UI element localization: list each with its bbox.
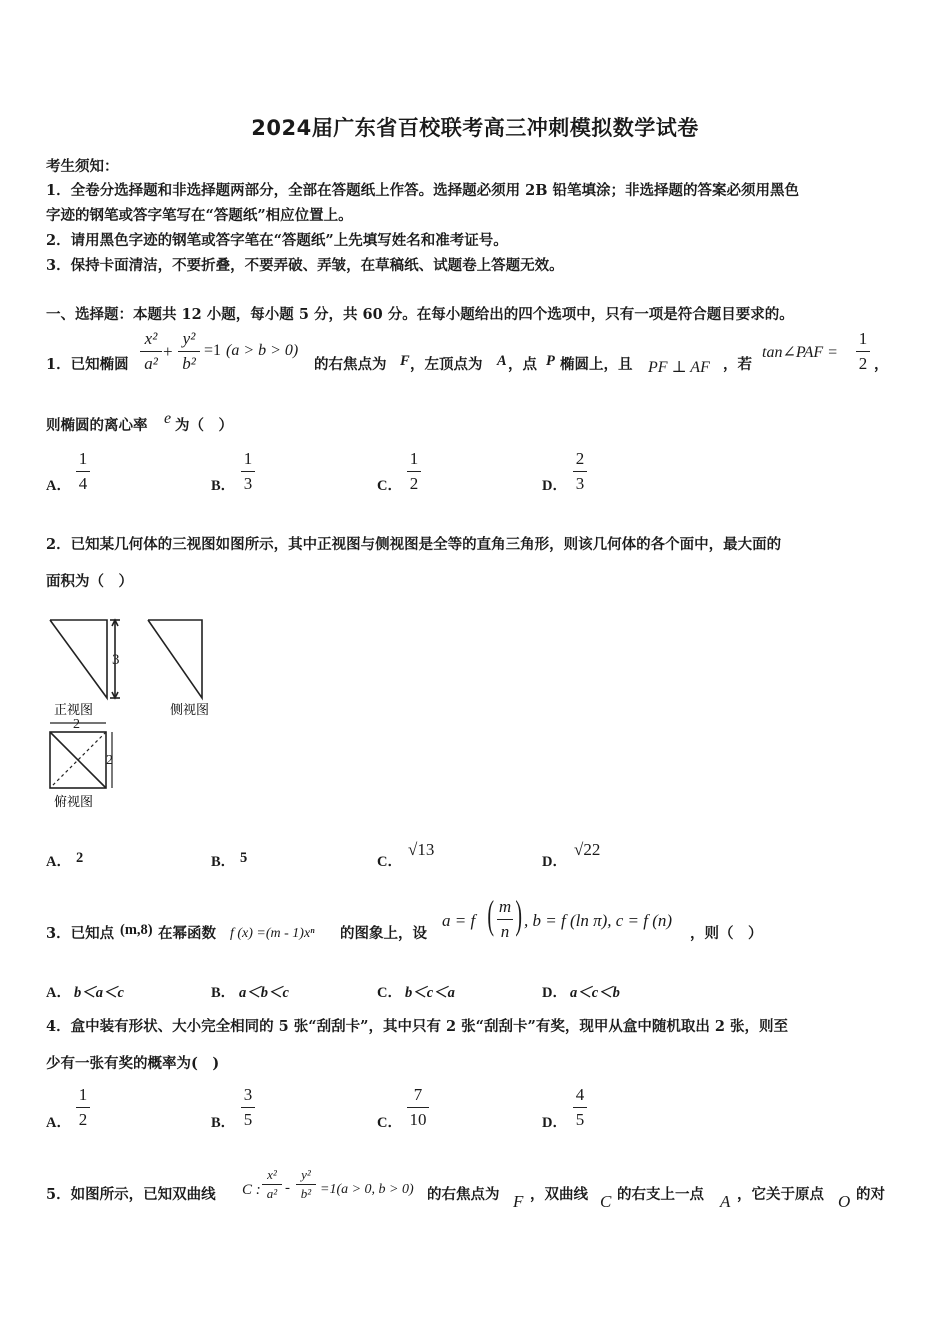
q1-option-b-label[interactable]: B． xyxy=(211,478,236,494)
q1-mid5: ，若 xyxy=(723,356,752,373)
q3-prefix: 3．已知点 xyxy=(46,925,115,942)
q1-P: P xyxy=(546,353,555,369)
top-view xyxy=(50,723,112,788)
q4-option-c-label[interactable]: C． xyxy=(377,1115,402,1131)
q3-option-c-value[interactable]: b＜c＜a xyxy=(405,985,455,1001)
q4-option-b-value[interactable] xyxy=(241,1086,255,1129)
q3-option-b-value[interactable]: a＜b＜c xyxy=(239,985,289,1001)
q4-option-b-den: 5 xyxy=(243,1110,253,1129)
top-width-label: 2 xyxy=(73,717,80,732)
q2-option-a-label[interactable]: A． xyxy=(46,854,71,870)
q1-tan-den: 2 xyxy=(858,354,868,373)
q2-option-d-value[interactable]: √22 xyxy=(574,840,601,859)
q1-option-b-value[interactable] xyxy=(241,450,255,493)
q2-line-2: 面积为（ ） xyxy=(46,573,133,590)
q1-option-c-value[interactable] xyxy=(407,450,421,493)
q4-option-b-num: 3 xyxy=(243,1085,253,1104)
q4-option-a-num: 1 xyxy=(78,1085,88,1104)
q5-mid3: 的右支上一点 xyxy=(617,1186,704,1203)
q2-option-c-value[interactable]: √13 xyxy=(408,840,435,859)
q2-option-a-value[interactable]: 2 xyxy=(76,850,84,866)
q1-mid3: ，点 xyxy=(508,356,537,373)
q1-line2a: 则椭圆的离心率 xyxy=(46,417,148,434)
q5-frac-y xyxy=(296,1168,316,1201)
notice-line-3: 3．保持卡面清洁，不要折叠，不要弄破、弄皱，在草稿纸、试题卷上答题无效。 xyxy=(46,257,564,274)
q4-option-d-den: 5 xyxy=(575,1110,585,1129)
q5-eq: =1(a > 0, b > 0) xyxy=(320,1182,414,1197)
q4-option-c-value[interactable] xyxy=(407,1086,429,1129)
q1-plus: + xyxy=(163,342,173,361)
q5-C2: C xyxy=(600,1192,612,1211)
q1-ellipse-frac-x xyxy=(140,330,162,373)
q1-e: e xyxy=(164,410,172,427)
q3-frac-num: m xyxy=(498,897,512,916)
q1-option-a-value[interactable] xyxy=(76,450,90,493)
q3-paren-right: ) xyxy=(515,892,522,937)
front-view-label: 正视图 xyxy=(54,703,94,718)
notice-line-1a: 1．全卷分选择题和非选择题两部分，全部在答题纸上作答。选择题必须用 2B 铅笔填涂；非选择题的答案必须用黑色 xyxy=(46,182,800,199)
front-view xyxy=(50,620,120,698)
q1-F: F xyxy=(400,353,410,369)
top-view-label: 俯视图 xyxy=(54,795,94,810)
q1-mid1: 的右焦点为 xyxy=(314,356,387,373)
q2-option-b-value[interactable]: 5 xyxy=(240,850,248,866)
q1-perp: PF ⊥ AF xyxy=(648,359,710,376)
q3-end: ，则（ ） xyxy=(690,925,763,942)
q1-tan-num: 1 xyxy=(858,329,868,348)
q1-b2: b² xyxy=(182,354,196,373)
q2-option-d-label[interactable]: D． xyxy=(542,854,567,870)
q4-option-b-label[interactable]: B． xyxy=(211,1115,236,1131)
q3-mid2: 的图象上，设 xyxy=(340,925,427,942)
q4-option-a-value[interactable] xyxy=(76,1086,90,1129)
q3-func: f (x) =(m - 1)xⁿ xyxy=(230,926,315,941)
q1-option-d-label[interactable]: D． xyxy=(542,478,567,494)
page-title: 2024届广东省百校联考高三冲刺模拟数学试卷 xyxy=(251,116,699,140)
q1-mid4: 椭圆上，且 xyxy=(560,356,633,373)
q1-option-d-num: 2 xyxy=(575,449,585,468)
q3-option-c-label[interactable]: C． xyxy=(377,985,402,1001)
q1-tan: tan∠PAF = xyxy=(762,344,838,361)
q5-C: C : xyxy=(242,1182,261,1198)
side-view-label: 侧视图 xyxy=(170,703,210,718)
q3-option-d-value[interactable]: a＜c＜b xyxy=(570,985,620,1001)
q5-F: F xyxy=(513,1192,524,1211)
q1-option-a-label[interactable]: A． xyxy=(46,478,71,494)
q5-mid4: ，它关于原点 xyxy=(737,1186,824,1203)
q4-option-c-num: 7 xyxy=(413,1085,423,1104)
q2-three-view-figure xyxy=(40,610,240,815)
q1-mid2: ，左顶点为 xyxy=(410,356,483,373)
top-depth-label: 2 xyxy=(106,753,113,768)
q4-option-a-label[interactable]: A． xyxy=(46,1115,71,1131)
q1-A: A xyxy=(497,353,507,369)
q1-ellipse-frac-y xyxy=(178,330,200,373)
q1-prefix: 1．已知椭圆 xyxy=(46,356,129,373)
front-height-label: 3 xyxy=(112,652,120,668)
q1-option-b-num: 1 xyxy=(243,449,253,468)
q3-option-a-label[interactable]: A． xyxy=(46,985,71,1001)
q1-option-c-label[interactable]: C． xyxy=(377,478,402,494)
q1-option-a-den: 4 xyxy=(78,474,88,493)
q3-mid1: 在幂函数 xyxy=(158,925,216,942)
q5-a2: a² xyxy=(266,1186,278,1201)
notice-heading: 考生须知： xyxy=(46,158,119,175)
q2-option-b-label[interactable]: B． xyxy=(211,854,236,870)
q1-option-d-den: 3 xyxy=(575,474,585,493)
q5-frac-x xyxy=(262,1168,282,1201)
q1-tan-frac xyxy=(856,330,870,373)
q4-line-2: 少有一张有奖的概率为( ) xyxy=(46,1055,220,1072)
q5-A: A xyxy=(720,1192,731,1211)
q1-cond: (a > b > 0) xyxy=(226,342,299,359)
q1-option-c-den: 2 xyxy=(409,474,419,493)
q1-end: ， xyxy=(874,356,889,373)
notice-line-2: 2．请用黑色字迹的钢笔或答字笔在“答题纸”上先填写姓名和准考证号。 xyxy=(46,232,508,249)
q2-line-1: 2．已知某几何体的三视图如图所示，其中正视图与侧视图是全等的直角三角形，则该几何体的各个面中，最大面的 xyxy=(46,536,782,553)
q4-option-d-num: 4 xyxy=(575,1085,585,1104)
q3-frac-den: n xyxy=(500,922,510,941)
q3-option-d-label[interactable]: D． xyxy=(542,985,567,1001)
q2-option-c-label[interactable]: C． xyxy=(377,854,402,870)
q1-option-b-den: 3 xyxy=(243,474,253,493)
q5-O: O xyxy=(838,1192,851,1211)
section-heading: 一、选择题：本题共 12 小题，每小题 5 分，共 60 分。在每小题给出的四个选项中，只有一项是符合题目要求的。 xyxy=(46,306,794,323)
q1-y2: y² xyxy=(182,329,196,348)
q5-y2: y² xyxy=(301,1167,311,1182)
q4-line-1: 4．盒中装有形状、大小完全相同的 5 张“刮刮卡”，其中只有 2 张“刮刮卡”有奖，现甲从盒中随机取出 2 张，则至 xyxy=(46,1018,789,1035)
q3-point: (m,8) xyxy=(120,922,153,938)
q1-eq: =1 xyxy=(204,342,222,359)
q5-x2: x² xyxy=(267,1167,277,1182)
q5-mid2: ，双曲线 xyxy=(530,1186,588,1203)
q3-option-b-label[interactable]: B． xyxy=(211,985,236,1001)
q5-b2: b² xyxy=(300,1186,312,1201)
q1-x2: x² xyxy=(144,329,158,348)
q1-a2: a² xyxy=(144,354,158,373)
q4-option-d-value[interactable] xyxy=(573,1086,587,1129)
q5-mid1: 的右焦点为 xyxy=(427,1186,500,1203)
q4-option-c-den: 10 xyxy=(409,1110,427,1129)
q3-paren-left: ( xyxy=(487,892,494,937)
q5-minus: - xyxy=(285,1180,290,1196)
q3-expr-rest: , b = f (ln π), c = f (n) xyxy=(524,911,673,930)
q1-option-c-num: 1 xyxy=(409,449,419,468)
q5-end: 的对 xyxy=(856,1186,885,1203)
q3-expr-a: a = f xyxy=(442,911,476,930)
q5-prefix: 5．如图所示，已知双曲线 xyxy=(46,1186,216,1203)
q3-frac xyxy=(497,898,513,941)
side-view xyxy=(148,620,202,698)
notice-line-1b: 字迹的钢笔或答字笔写在“答题纸”相应位置上。 xyxy=(46,207,353,224)
q1-line2b: 为（ ） xyxy=(175,417,233,434)
q4-option-d-label[interactable]: D． xyxy=(542,1115,567,1131)
q3-option-a-value[interactable]: b＜a＜c xyxy=(74,985,124,1001)
q1-option-d-value[interactable] xyxy=(573,450,587,493)
q1-option-a-num: 1 xyxy=(78,449,88,468)
q4-option-a-den: 2 xyxy=(78,1110,88,1129)
